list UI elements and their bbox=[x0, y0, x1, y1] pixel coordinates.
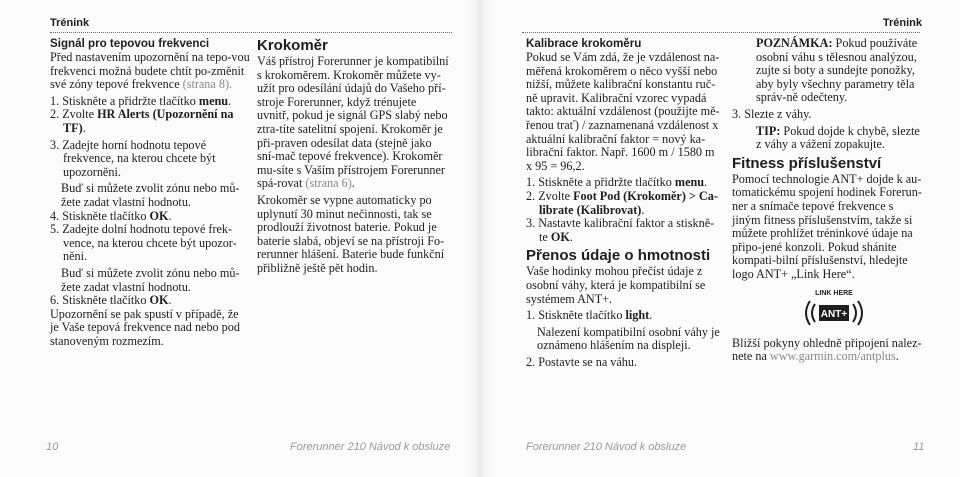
step-punct: . bbox=[82, 120, 86, 135]
section-heading-calibration: Kalibrace krokoměru bbox=[526, 37, 642, 50]
header-rule-left bbox=[50, 32, 452, 33]
note-block bbox=[732, 37, 922, 105]
step-item bbox=[526, 217, 722, 244]
step-item: 5. Zadejte dolní hodnotu tepové frek-vence, na kterou chcete být upozor-něni. bbox=[50, 222, 237, 264]
garmin-url: www.garmin.com/antplus bbox=[769, 349, 896, 364]
step-button-name: light bbox=[625, 308, 650, 323]
section-heading-hr-alert: Signál pro tepovou frekvenci bbox=[50, 37, 210, 50]
tip-block bbox=[732, 125, 922, 152]
step-text: 2. Zvolte bbox=[526, 188, 574, 203]
step-punct: . bbox=[704, 175, 708, 190]
step-punct: . bbox=[649, 308, 653, 323]
step-item bbox=[50, 294, 250, 308]
step-button-name: OK bbox=[149, 208, 169, 223]
step-item bbox=[526, 190, 722, 217]
foot-pod-para-1 bbox=[257, 55, 451, 191]
step-text: 4. Stiskněte tlačítko bbox=[50, 208, 150, 223]
hr-alert-outro: Upozornění se pak spustí v případě, že je Vaše tepová frekvence nad nebo pod stanoveným rozmezím. bbox=[50, 306, 240, 348]
step-button-name: OK bbox=[149, 293, 169, 308]
column-fitness-accessories bbox=[732, 37, 922, 364]
calibration-para: Pokud se Vám zdá, že je vzdálenost na-měřená krokoměrem o něco vyšší nebo nižší, můžete kalibrační konstantu ruč-ně upravit. Kalibrační vzorec vypadá takto: aktuální vzdálenost (použijte mě-řenou trať) / zaznamenaná vzdálenost x aktuální kalibrační faktor = nový ka-librační faktor. Např. 1600 m / 1580 m x 95 = 96,2. bbox=[526, 50, 720, 173]
section-heading-foot-pod: Krokoměr bbox=[257, 37, 328, 54]
running-head-left: Trénink bbox=[50, 17, 90, 29]
hr-alert-intro-text: Před nastavením upozornění na tepo-vou frekvenci možná budete chtít po-změnit své zóny tepové frekvence bbox=[50, 50, 250, 92]
fitness-para: Pomocí technologie ANT+ dojde k au-tomatickému spojení hodinek Forerun-ner a snímače tepové frekvence s jiným fitness příslušenstvím, takže si můžete prohlížet tréninkové údaje na připo-jené konzoli. Pokud shánite kompati-bilní příslušenství, hledejte logo ANT+ „Link Here“. bbox=[732, 171, 922, 281]
step-punct: . bbox=[168, 293, 172, 308]
signal-arc-right-inner bbox=[853, 304, 856, 322]
step-punct: . bbox=[569, 229, 573, 244]
step-item: 2. Postavte se na váhu. bbox=[526, 354, 638, 369]
running-head-right: Trénink bbox=[882, 17, 922, 29]
page-number-right: 11 bbox=[913, 441, 925, 453]
section-heading-weight-transfer: Přenos údaje o hmotnosti bbox=[526, 247, 711, 265]
footer-title-left: Forerunner 210 Návod k obsluze bbox=[290, 441, 451, 453]
header-rule-right bbox=[522, 32, 920, 33]
fitness-link-para bbox=[732, 337, 922, 364]
step-item bbox=[50, 95, 250, 109]
section-heading-fitness: Fitness příslušenství bbox=[732, 154, 882, 172]
step-note: Nalezení kompatibilní osobní váhy je oznámeno hlášením na displeji. bbox=[537, 324, 720, 353]
step-item: 3. Zadejte horní hodnotu tepové frekvence, na kterou chcete být upozorněni. bbox=[50, 137, 216, 179]
step-item bbox=[526, 309, 722, 323]
step-text: 1. Stiskněte a přidržte tlačítko bbox=[50, 93, 199, 108]
hr-alert-intro bbox=[50, 51, 250, 92]
step-text: 3. Nastavte kalibrační faktor a stiskně-te bbox=[526, 216, 715, 244]
page-right bbox=[480, 0, 960, 477]
footer-title-right: Forerunner 210 Návod k obsluze bbox=[526, 441, 687, 453]
foot-pod-para-1-text: Váš přístroj Forerunner je kompatibilní s krokoměrem. Krokoměr můžete vy-užít pro odesílání údajů do Vašeho pří-stroje Forerunner, když trénujete uvnitř, pokud je signál GPS slabý nebo ztra-títe satelitní spojení. Krokoměr je při-praven odesílat data (stejně jako sní-mač tepové frekvence). Krokoměr mu-síte s Vaším přístrojem Forerunner spá-rovat bbox=[257, 54, 449, 191]
step-menu-name: HR Alerts (Upozornění na TF) bbox=[63, 107, 234, 135]
logo-badge-text: ANT+ bbox=[820, 308, 848, 320]
step-item bbox=[50, 108, 250, 135]
signal-arc-left-inner bbox=[812, 304, 815, 322]
page-number-left: 10 bbox=[46, 441, 59, 453]
step-text: 1. Stiskněte a přidržte tlačítko bbox=[526, 175, 675, 190]
step-menu-name: Foot Pod (Krokoměr) > Ca-librate (Kalibrovat) bbox=[539, 188, 718, 217]
note-text: Pokud používáte osobní váhu s tělesnou analýzou, zujte si boty a sundejte ponožky, aby byly všechny parametry těla správ-ně odečteny. bbox=[756, 36, 918, 105]
ant-logo-graphic bbox=[794, 287, 874, 331]
step-punct: . bbox=[228, 93, 232, 108]
paragraph-punct: . bbox=[351, 176, 355, 191]
logo-top-text: LINK HERE bbox=[815, 289, 853, 297]
signal-arc-right-outer bbox=[858, 301, 862, 325]
tip-label: TIP: bbox=[756, 123, 781, 138]
step-button-name: OK bbox=[550, 229, 570, 244]
page-reference: (strana 6) bbox=[305, 176, 352, 191]
step-punct: . bbox=[641, 202, 645, 217]
paragraph-punct: . bbox=[895, 349, 899, 364]
foot-pod-para-2: Krokoměr se vypne automaticky po uplynutí 30 minut nečinnosti, tak se prodlouží životnost baterie. Pokud je baterie slabá, objeví se na přístroji Fo-rerunner hlášení. Baterie bude funkční přibližně ještě pět hodin. bbox=[257, 192, 445, 275]
step-text: 2. Zvolte bbox=[50, 107, 98, 122]
fitness-link-text: Bližší pokyny ohledně připojení nalez-nete na bbox=[732, 335, 922, 364]
step-item bbox=[526, 176, 722, 190]
tip-text: Pokud dojde k chybě, slezte z váhy a vážení zopakujte. bbox=[756, 123, 920, 152]
note-label: POZNÁMKA: bbox=[756, 36, 833, 50]
ant-link-here-logo bbox=[794, 287, 874, 331]
step-punct: . bbox=[168, 208, 172, 223]
step-note: Buď si můžete zvolit zónu nebo mů-žete zadat vlastní hodnotu. bbox=[61, 265, 240, 294]
page-reference: (strana 8). bbox=[182, 77, 233, 92]
step-button-name: menu bbox=[674, 175, 705, 190]
step-item bbox=[50, 210, 250, 224]
signal-arc-left-outer bbox=[806, 301, 810, 325]
column-foot-pod-calibration bbox=[526, 37, 722, 369]
step-note: Buď si můžete zvolit zónu nebo mů-žete zadat vlastní hodnotu. bbox=[61, 181, 240, 209]
step-button-name: menu bbox=[198, 93, 229, 108]
weight-transfer-para: Vaše hodinky mohou přečíst údaje z osobní váhy, která je kompatibilní se systémem ANT+. bbox=[526, 264, 706, 306]
step-item: 3. Slezte z váhy. bbox=[732, 106, 812, 121]
step-text: 6. Stiskněte tlačítko bbox=[50, 293, 150, 308]
column-foot-pod bbox=[257, 37, 451, 276]
step-text: 1. Stiskněte tlačítko bbox=[526, 308, 626, 323]
column-heart-rate-alert bbox=[50, 37, 250, 348]
